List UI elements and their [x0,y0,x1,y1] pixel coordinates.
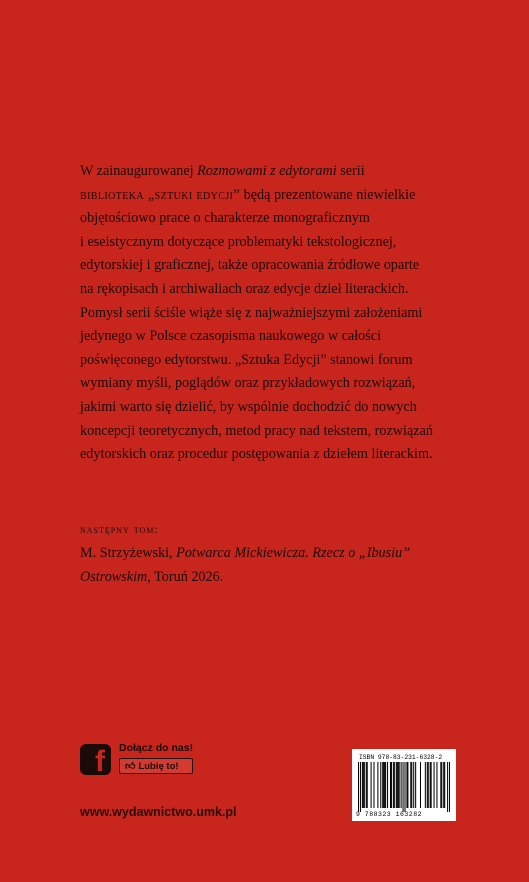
series-title: Rozmowami z edytorami [197,163,337,179]
barcode-bar [415,762,416,808]
barcode-bar [367,762,368,808]
desc-line-6: na rękopisach i archiwaliach oraz edycje dzieł literackich. [80,280,409,297]
desc-line-7: Pomysł serii ściśle wiąże się z najważniejszymi założeniami [80,304,423,321]
barcode-bar [384,762,385,808]
barcode-bar [441,762,442,808]
series-name: biblioteka „sztuki edycji” [80,186,241,203]
facebook-icon[interactable]: f [80,744,111,775]
barcode-bar [396,762,397,808]
next-volume-line-2: Ostrowskim, Toruń 2026. [80,568,224,585]
barcode-bar [393,762,394,808]
barcode-bar [380,762,381,808]
barcode-bar [428,762,429,808]
barcode-bar [431,762,432,808]
barcode-bar [385,762,386,808]
barcode-bar [398,762,399,808]
barcode-bar [387,762,388,808]
barcode-bar [434,762,435,808]
barcode-bar [399,762,400,808]
desc-line-5: edytorskiej i graficznej, także opracowania źródłowe oparte [80,257,420,274]
barcode-bar [425,762,426,808]
desc-line-13: edytorskich oraz procedur postępowania z dziełem literackim. [80,446,433,463]
barcode-bar [430,762,431,808]
barcode-bar [377,762,378,808]
desc-line-10: wymiany myśli, poglądów oraz przykładowych rozwiązań, [80,375,416,392]
next-volume-line-1: M. Strzyżewski, Potwarca Mickiewicza. Rzecz o „Ibusiu” [80,545,411,561]
barcode-bar [449,762,450,812]
website-link[interactable]: www.wydawnictwo.umk.pl [80,805,237,819]
like-button[interactable] [119,758,193,774]
barcode-bar [404,762,405,812]
barcode-bar [364,762,365,808]
isbn-text: ISBN 978-83-231-6328-2 [359,754,443,761]
barcode-bar [391,762,392,808]
like-label: Lubię to! [138,760,179,772]
barcode-bar [436,762,437,808]
barcode-bar [360,762,361,812]
barcode-bar [406,762,407,808]
barcode-bar [363,762,364,808]
facebook-block[interactable] [80,742,194,778]
barcode-bar [401,762,402,808]
desc-line-8: jedynego w Polsce czasopisma naukowego w całości [80,328,382,345]
thumbs-up-icon: 👍︎ [125,761,136,772]
barcode-bar [407,762,408,808]
barcode-bar [366,762,367,808]
barcode-bar [383,762,384,808]
barcode-bar [420,762,421,808]
barcode-bar [413,762,414,808]
barcode-bar [397,762,398,808]
next-volume-label: następny tom: [80,522,159,536]
series-description [80,160,460,467]
barcode-bar [371,762,372,808]
barcode-bar [358,762,359,812]
desc-line-3: objętościowo prace o charakterze monograficznym [80,210,370,227]
barcode-bar [440,762,441,808]
desc-line-1: W zainaugurowanej Rozmowami z edytorami serii [80,163,365,179]
isbn-barcode [352,749,456,821]
desc-line-12: koncepcji teoretycznych, metod pracy nad tekstem, rozwiązań [80,422,433,439]
barcode-bar [382,762,383,808]
barcode-bars [358,762,450,812]
desc-line-2: biblioteka „sztuki edycji” będą prezentowane niewielkie [80,186,416,203]
barcode-bar [411,762,412,808]
barcode-bar [443,762,444,808]
barcode-bar [410,762,411,808]
barcode-bar [403,762,404,812]
barcode-bar [444,762,445,808]
desc-line-9: poświęconego edytorstwu. „Sztuka Edycji” stanowi forum [80,351,413,368]
desc-line-11: jakimi warto się dzielić, by wspólnie dochodzić do nowych [80,398,417,415]
barcode-bar [373,762,374,808]
barcode-bar [427,762,428,808]
barcode-bar [447,762,448,812]
barcode-digits: 9 788323 163282 [356,811,423,818]
next-volume-entry [80,542,480,589]
barcode-bar [394,762,395,808]
barcode-bar [390,762,391,808]
facebook-join-text: Dołącz do nas! [119,742,194,754]
desc-line-4: i eseistycznym dotyczące problematyki tekstologicznej, [80,233,397,250]
barcode-bar [362,762,363,808]
